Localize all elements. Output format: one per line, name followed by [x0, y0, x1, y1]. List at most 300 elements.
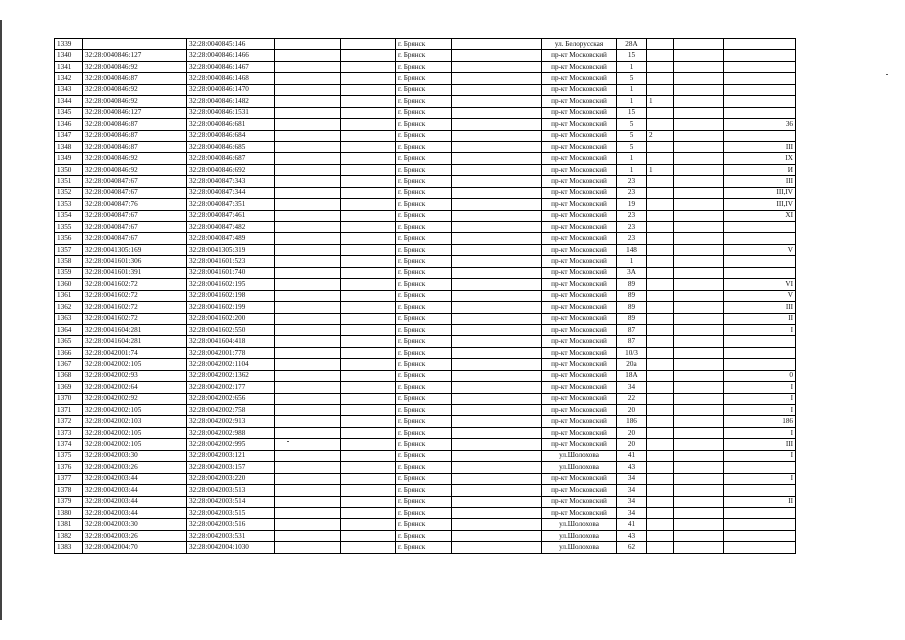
building-number-cell: 1	[647, 96, 674, 107]
street-cell: пр-кт Московский	[542, 267, 617, 278]
premises-number-cell	[724, 530, 796, 541]
empty-cell	[341, 359, 396, 370]
parent-cadastral-number-cell: 32:28:0040846:87	[83, 73, 187, 84]
empty-cell	[341, 347, 396, 358]
empty-cell	[275, 359, 341, 370]
empty-cell	[452, 496, 542, 507]
house-number-cell: 5	[617, 119, 647, 130]
premises-number-cell: 36	[724, 119, 796, 130]
city-cell: г. Брянск	[396, 336, 452, 347]
empty-cell	[341, 279, 396, 290]
city-cell: г. Брянск	[396, 393, 452, 404]
table-row	[55, 73, 796, 84]
table-row	[55, 530, 796, 541]
cadastral-number-cell: 32:28:0042002:177	[187, 382, 275, 393]
row-number-cell: 1351	[55, 176, 83, 187]
house-number-cell: 34	[617, 382, 647, 393]
premises-number-cell: III	[724, 176, 796, 187]
empty-cell	[452, 370, 542, 381]
parent-cadastral-number-cell: 32:28:0042003:44	[83, 496, 187, 507]
premises-number-cell	[724, 96, 796, 107]
empty-cell	[452, 50, 542, 61]
empty-cell	[674, 450, 724, 461]
empty-cell	[275, 176, 341, 187]
building-number-cell	[647, 370, 674, 381]
city-cell: г. Брянск	[396, 507, 452, 518]
house-number-cell: 41	[617, 519, 647, 530]
parent-cadastral-number-cell: 32:28:0042003:26	[83, 530, 187, 541]
street-cell: пр-кт Московский	[542, 279, 617, 290]
cadastral-number-cell: 32:28:0040845:146	[187, 39, 275, 50]
row-number-cell: 1352	[55, 187, 83, 198]
premises-number-cell	[724, 222, 796, 233]
empty-cell	[452, 427, 542, 438]
city-cell: г. Брянск	[396, 73, 452, 84]
empty-cell	[452, 222, 542, 233]
table-row	[55, 164, 796, 175]
empty-cell	[275, 439, 341, 450]
house-number-cell: 89	[617, 279, 647, 290]
table-row	[55, 267, 796, 278]
cadastral-number-cell: 32:28:0042002:988	[187, 427, 275, 438]
parent-cadastral-number-cell: 32:28:0042003:44	[83, 473, 187, 484]
cadastral-number-cell: 32:28:0040846:1467	[187, 61, 275, 72]
empty-cell	[674, 359, 724, 370]
row-number-cell: 1350	[55, 164, 83, 175]
city-cell: г. Брянск	[396, 313, 452, 324]
empty-cell	[341, 119, 396, 130]
parent-cadastral-number-cell: 32:28:0040847:67	[83, 187, 187, 198]
empty-cell	[275, 164, 341, 175]
house-number-cell: 18А	[617, 370, 647, 381]
house-number-cell: 3А	[617, 267, 647, 278]
table-row	[55, 119, 796, 130]
building-number-cell	[647, 153, 674, 164]
street-cell: ул.Шолохова	[542, 450, 617, 461]
table-row	[55, 96, 796, 107]
building-number-cell: 1	[647, 164, 674, 175]
premises-number-cell	[724, 61, 796, 72]
parent-cadastral-number-cell: 32:28:0042002:64	[83, 382, 187, 393]
house-number-cell: 1	[617, 153, 647, 164]
empty-cell	[275, 496, 341, 507]
row-number-cell: 1380	[55, 507, 83, 518]
parent-cadastral-number-cell: 32:28:0040847:67	[83, 210, 187, 221]
empty-cell	[341, 302, 396, 313]
premises-number-cell: III	[724, 439, 796, 450]
empty-cell	[674, 130, 724, 141]
building-number-cell	[647, 519, 674, 530]
building-number-cell	[647, 462, 674, 473]
row-number-cell: 1362	[55, 302, 83, 313]
empty-cell	[452, 267, 542, 278]
empty-cell	[275, 119, 341, 130]
empty-cell	[452, 96, 542, 107]
table-row	[55, 405, 796, 416]
cadastral-number-cell: 32:28:0042002:758	[187, 405, 275, 416]
city-cell: г. Брянск	[396, 370, 452, 381]
table-row	[55, 393, 796, 404]
cadastral-number-cell: 32:28:0042001:778	[187, 347, 275, 358]
premises-number-cell: III,IV	[724, 199, 796, 210]
row-number-cell: 1344	[55, 96, 83, 107]
cadastral-number-cell: 32:28:0042003:121	[187, 450, 275, 461]
table-row	[55, 210, 796, 221]
table-row	[55, 519, 796, 530]
parent-cadastral-number-cell: 32:28:0042002:93	[83, 370, 187, 381]
parent-cadastral-number-cell: 32:28:0040846:87	[83, 141, 187, 152]
parent-cadastral-number-cell: 32:28:0040846:92	[83, 153, 187, 164]
empty-cell	[452, 176, 542, 187]
row-number-cell: 1371	[55, 405, 83, 416]
empty-cell	[674, 496, 724, 507]
empty-cell	[674, 153, 724, 164]
premises-number-cell: II	[724, 313, 796, 324]
street-cell: пр-кт Московский	[542, 427, 617, 438]
house-number-cell: 43	[617, 462, 647, 473]
empty-cell	[674, 519, 724, 530]
row-number-cell: 1340	[55, 50, 83, 61]
empty-cell	[674, 302, 724, 313]
row-number-cell: 1347	[55, 130, 83, 141]
street-cell: пр-кт Московский	[542, 256, 617, 267]
table-row	[55, 256, 796, 267]
empty-cell	[275, 279, 341, 290]
row-number-cell: 1342	[55, 73, 83, 84]
table-row	[55, 324, 796, 335]
row-number-cell: 1382	[55, 530, 83, 541]
empty-cell	[674, 279, 724, 290]
premises-number-cell: I	[724, 324, 796, 335]
empty-cell	[341, 542, 396, 553]
empty-cell	[341, 244, 396, 255]
empty-cell	[275, 39, 341, 50]
empty-cell	[341, 222, 396, 233]
parent-cadastral-number-cell: 32:28:0040847:67	[83, 222, 187, 233]
empty-cell	[341, 256, 396, 267]
table-row	[55, 199, 796, 210]
premises-number-cell: XI	[724, 210, 796, 221]
parent-cadastral-number-cell: 32:28:0041601:306	[83, 256, 187, 267]
house-number-cell: 89	[617, 290, 647, 301]
empty-cell	[674, 222, 724, 233]
table-row	[55, 473, 796, 484]
empty-cell	[674, 462, 724, 473]
parent-cadastral-number-cell: 32:28:0040847:67	[83, 176, 187, 187]
empty-cell	[674, 324, 724, 335]
house-number-cell: 23	[617, 187, 647, 198]
empty-cell	[275, 50, 341, 61]
empty-cell	[275, 462, 341, 473]
row-number-cell: 1381	[55, 519, 83, 530]
parent-cadastral-number-cell: 32:28:0042002:92	[83, 393, 187, 404]
street-cell: пр-кт Московский	[542, 222, 617, 233]
building-number-cell	[647, 210, 674, 221]
premises-number-cell: I	[724, 405, 796, 416]
empty-cell	[341, 199, 396, 210]
cadastral-number-cell: 32:28:0041601:523	[187, 256, 275, 267]
empty-cell	[452, 382, 542, 393]
house-number-cell: 23	[617, 210, 647, 221]
empty-cell	[341, 336, 396, 347]
empty-cell	[452, 462, 542, 473]
premises-number-cell: III,IV	[724, 187, 796, 198]
empty-cell	[674, 416, 724, 427]
cadastral-number-cell: 32:28:0041602:200	[187, 313, 275, 324]
house-number-cell: 15	[617, 50, 647, 61]
house-number-cell: 148	[617, 244, 647, 255]
city-cell: г. Брянск	[396, 61, 452, 72]
street-cell: пр-кт Московский	[542, 119, 617, 130]
table-row	[55, 347, 796, 358]
premises-number-cell	[724, 267, 796, 278]
empty-cell	[341, 450, 396, 461]
empty-cell	[275, 267, 341, 278]
cadastral-number-cell: 32:28:0040846:681	[187, 119, 275, 130]
building-number-cell	[647, 542, 674, 553]
premises-number-cell: III	[724, 302, 796, 313]
cadastral-number-cell: 32:28:0041604:418	[187, 336, 275, 347]
table-row	[55, 61, 796, 72]
empty-cell	[452, 199, 542, 210]
parent-cadastral-number-cell: 32:28:0042002:103	[83, 416, 187, 427]
building-number-cell	[647, 473, 674, 484]
street-cell: пр-кт Московский	[542, 290, 617, 301]
cadastral-number-cell: 32:28:0042002:656	[187, 393, 275, 404]
empty-cell	[341, 50, 396, 61]
house-number-cell: 15	[617, 107, 647, 118]
building-number-cell	[647, 485, 674, 496]
empty-cell	[452, 542, 542, 553]
city-cell: г. Брянск	[396, 519, 452, 530]
parent-cadastral-number-cell: 32:28:0040846:92	[83, 61, 187, 72]
street-cell: ул.Шолохова	[542, 519, 617, 530]
house-number-cell: 23	[617, 233, 647, 244]
empty-cell	[341, 393, 396, 404]
street-cell: пр-кт Московский	[542, 405, 617, 416]
building-number-cell	[647, 530, 674, 541]
row-number-cell: 1377	[55, 473, 83, 484]
building-number-cell	[647, 359, 674, 370]
row-number-cell: 1372	[55, 416, 83, 427]
empty-cell	[674, 473, 724, 484]
cadastral-number-cell: 32:28:0042002:1104	[187, 359, 275, 370]
empty-cell	[452, 130, 542, 141]
street-cell: пр-кт Московский	[542, 313, 617, 324]
building-number-cell	[647, 256, 674, 267]
premises-number-cell	[724, 39, 796, 50]
building-number-cell	[647, 187, 674, 198]
city-cell: г. Брянск	[396, 244, 452, 255]
empty-cell	[275, 96, 341, 107]
empty-cell	[452, 107, 542, 118]
city-cell: г. Брянск	[396, 267, 452, 278]
empty-cell	[674, 187, 724, 198]
building-number-cell: 2	[647, 130, 674, 141]
cadastral-number-cell: 32:28:0040847:482	[187, 222, 275, 233]
empty-cell	[341, 233, 396, 244]
street-cell: пр-кт Московский	[542, 210, 617, 221]
empty-cell	[674, 530, 724, 541]
cadastral-number-cell: 32:28:0042003:515	[187, 507, 275, 518]
parent-cadastral-number-cell: 32:28:0042004:70	[83, 542, 187, 553]
empty-cell	[452, 507, 542, 518]
empty-cell	[341, 427, 396, 438]
empty-cell	[452, 416, 542, 427]
empty-cell	[452, 279, 542, 290]
row-number-cell: 1378	[55, 485, 83, 496]
row-number-cell: 1354	[55, 210, 83, 221]
house-number-cell: 1	[617, 256, 647, 267]
premises-number-cell	[724, 107, 796, 118]
premises-number-cell	[724, 462, 796, 473]
empty-cell	[452, 359, 542, 370]
empty-cell	[341, 84, 396, 95]
table-row	[55, 485, 796, 496]
empty-cell	[341, 382, 396, 393]
table-row	[55, 542, 796, 553]
street-cell: пр-кт Московский	[542, 61, 617, 72]
empty-cell	[452, 347, 542, 358]
house-number-cell: 186	[617, 416, 647, 427]
row-number-cell: 1349	[55, 153, 83, 164]
empty-cell	[275, 244, 341, 255]
city-cell: г. Брянск	[396, 382, 452, 393]
building-number-cell	[647, 416, 674, 427]
premises-number-cell	[724, 84, 796, 95]
parent-cadastral-number-cell: 32:28:0041604:281	[83, 324, 187, 335]
table-row	[55, 496, 796, 507]
city-cell: г. Брянск	[396, 473, 452, 484]
cadastral-number-cell: 32:28:0041602:550	[187, 324, 275, 335]
empty-cell	[275, 427, 341, 438]
premises-number-cell: V	[724, 244, 796, 255]
city-cell: г. Брянск	[396, 530, 452, 541]
house-number-cell: 34	[617, 507, 647, 518]
table-row	[55, 382, 796, 393]
empty-cell	[674, 370, 724, 381]
city-cell: г. Брянск	[396, 39, 452, 50]
empty-cell	[341, 485, 396, 496]
empty-cell	[341, 96, 396, 107]
premises-number-cell: I	[724, 473, 796, 484]
row-number-cell: 1369	[55, 382, 83, 393]
row-number-cell: 1358	[55, 256, 83, 267]
empty-cell	[341, 507, 396, 518]
city-cell: г. Брянск	[396, 347, 452, 358]
cadastral-number-cell: 32:28:0040846:684	[187, 130, 275, 141]
parent-cadastral-number-cell: 32:28:0040846:87	[83, 119, 187, 130]
row-number-cell: 1376	[55, 462, 83, 473]
street-cell: пр-кт Московский	[542, 324, 617, 335]
premises-number-cell: I	[724, 393, 796, 404]
parent-cadastral-number-cell: 32:28:0042003:44	[83, 507, 187, 518]
parent-cadastral-number-cell: 32:28:0042002:105	[83, 405, 187, 416]
house-number-cell: 19	[617, 199, 647, 210]
empty-cell	[674, 382, 724, 393]
empty-cell	[275, 393, 341, 404]
city-cell: г. Брянск	[396, 187, 452, 198]
building-number-cell	[647, 267, 674, 278]
empty-cell	[341, 187, 396, 198]
row-number-cell: 1345	[55, 107, 83, 118]
empty-cell	[341, 39, 396, 50]
city-cell: г. Брянск	[396, 222, 452, 233]
empty-cell	[674, 176, 724, 187]
cadastral-number-cell: 32:28:0040847:351	[187, 199, 275, 210]
parent-cadastral-number-cell: 32:28:0041602:72	[83, 290, 187, 301]
empty-cell	[674, 256, 724, 267]
premises-number-cell	[724, 256, 796, 267]
empty-cell	[674, 485, 724, 496]
cadastral-number-cell: 32:28:0040846:685	[187, 141, 275, 152]
empty-cell	[275, 210, 341, 221]
building-number-cell	[647, 507, 674, 518]
cadastral-number-cell: 32:28:0040846:1468	[187, 73, 275, 84]
empty-cell	[452, 439, 542, 450]
empty-cell	[341, 210, 396, 221]
city-cell: г. Брянск	[396, 153, 452, 164]
premises-number-cell	[724, 73, 796, 84]
premises-number-cell: I	[724, 382, 796, 393]
empty-cell	[452, 336, 542, 347]
parent-cadastral-number-cell: 32:28:0040846:92	[83, 164, 187, 175]
building-number-cell	[647, 84, 674, 95]
cadastral-number-cell: 32:28:0042003:514	[187, 496, 275, 507]
empty-cell	[275, 416, 341, 427]
building-number-cell	[647, 222, 674, 233]
empty-cell	[674, 96, 724, 107]
city-cell: г. Брянск	[396, 199, 452, 210]
empty-cell	[341, 267, 396, 278]
city-cell: г. Брянск	[396, 450, 452, 461]
house-number-cell: 5	[617, 130, 647, 141]
building-number-cell	[647, 347, 674, 358]
empty-cell	[674, 84, 724, 95]
empty-cell	[452, 233, 542, 244]
parent-cadastral-number-cell: 32:28:0042003:30	[83, 450, 187, 461]
street-cell: пр-кт Московский	[542, 439, 617, 450]
street-cell: ул. Белорусская	[542, 39, 617, 50]
street-cell: ул.Шолохова	[542, 530, 617, 541]
house-number-cell: 89	[617, 302, 647, 313]
city-cell: г. Брянск	[396, 50, 452, 61]
empty-cell	[341, 153, 396, 164]
row-number-cell: 1368	[55, 370, 83, 381]
table-row	[55, 359, 796, 370]
empty-cell	[275, 324, 341, 335]
row-number-cell: 1365	[55, 336, 83, 347]
empty-cell	[674, 507, 724, 518]
empty-cell	[275, 256, 341, 267]
empty-cell	[275, 542, 341, 553]
empty-cell	[275, 107, 341, 118]
street-cell: пр-кт Московский	[542, 164, 617, 175]
empty-cell	[341, 496, 396, 507]
premises-number-cell	[724, 130, 796, 141]
empty-cell	[275, 485, 341, 496]
parent-cadastral-number-cell: 32:28:0040846:127	[83, 50, 187, 61]
row-number-cell: 1355	[55, 222, 83, 233]
house-number-cell: 1	[617, 96, 647, 107]
table-row	[55, 244, 796, 255]
city-cell: г. Брянск	[396, 233, 452, 244]
city-cell: г. Брянск	[396, 485, 452, 496]
row-number-cell: 1356	[55, 233, 83, 244]
house-number-cell: 34	[617, 473, 647, 484]
cadastral-number-cell: 32:28:0041602:199	[187, 302, 275, 313]
row-number-cell: 1370	[55, 393, 83, 404]
